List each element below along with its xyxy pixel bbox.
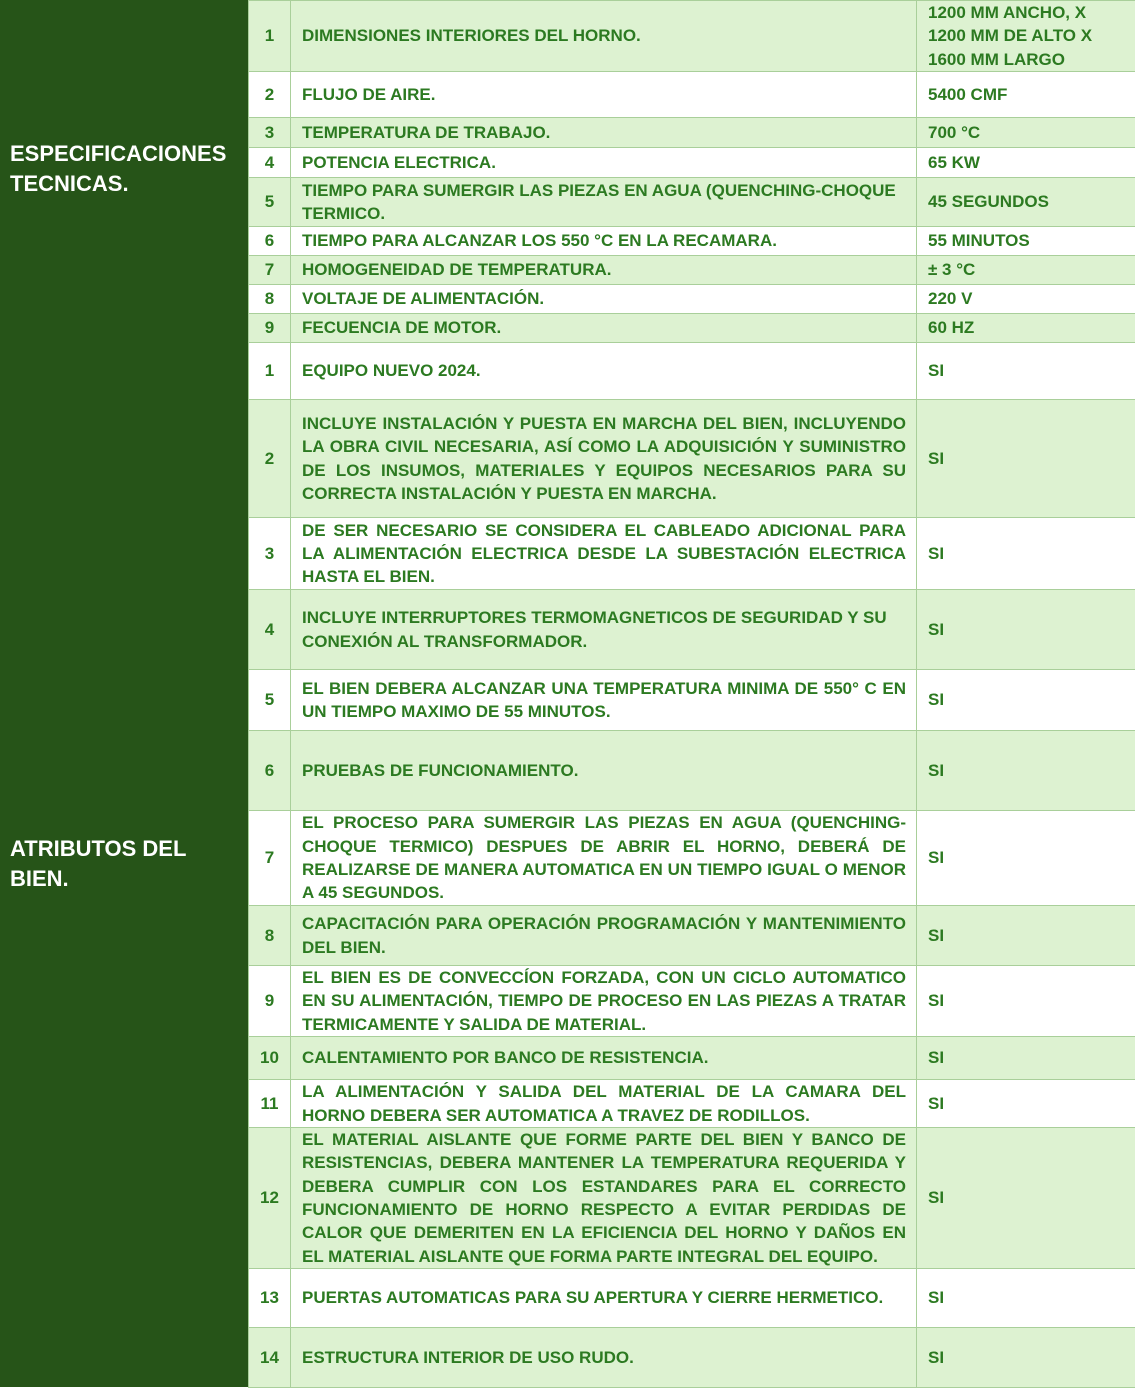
table-row [249, 1037, 1135, 1080]
row-number: 6 [249, 731, 291, 811]
row-value: SI [917, 731, 1135, 811]
row-value: SI [917, 670, 1135, 731]
section-label-especificaciones: ESPECIFICACIONES TECNICAS. [10, 139, 242, 199]
row-description: PUERTAS AUTOMATICAS PARA SU APERTURA Y CIERRE HERMETICO. [291, 1269, 917, 1328]
row-number: 9 [249, 314, 291, 343]
table-row [249, 148, 1135, 178]
table-row [249, 1328, 1135, 1388]
table-row [249, 518, 1135, 590]
table-row [249, 343, 1135, 400]
row-value: SI [917, 518, 1135, 590]
row-value: 5400 CMF [917, 72, 1135, 118]
row-number: 14 [249, 1328, 291, 1388]
row-value: 65 KW [917, 148, 1135, 178]
table-row [249, 1128, 1135, 1269]
row-number: 5 [249, 670, 291, 731]
row-description: EL MATERIAL AISLANTE QUE FORME PARTE DEL BIEN Y BANCO DE RESISTENCIAS, DEBERA MANTENER LA TEMPERATURA REQUERIDA Y DEBERA CUMPLIR CON LOS ESTANDARES PARA EL CORRECTO FUNCIONAMIENTO DE HORNO RESPECTO A EVITAR PERDIDAS DE CALOR QUE DEMERITEN EN LA EFICIENCIA DEL HORNO Y DAÑOS EN EL MATERIAL AISLANTE QUE FORMA PARTE INTEGRAL DEL EQUIPO. [291, 1128, 917, 1269]
row-value: 55 MINUTOS [917, 227, 1135, 256]
row-value: SI [917, 1080, 1135, 1128]
table-row [249, 118, 1135, 148]
row-description: HOMOGENEIDAD DE TEMPERATURA. [291, 256, 917, 285]
row-description: FLUJO DE AIRE. [291, 72, 917, 118]
row-number: 12 [249, 1128, 291, 1269]
row-description: VOLTAJE DE ALIMENTACIÓN. [291, 285, 917, 314]
row-value: SI [917, 1128, 1135, 1269]
row-number: 4 [249, 590, 291, 670]
row-description: ESTRUCTURA INTERIOR DE USO RUDO. [291, 1328, 917, 1388]
table-row [249, 178, 1135, 227]
row-number: 6 [249, 227, 291, 256]
table-row [249, 227, 1135, 256]
row-description: INCLUYE INTERRUPTORES TERMOMAGNETICOS DE SEGURIDAD Y SU CONEXIÓN AL TRANSFORMADOR. [291, 590, 917, 670]
table-row [249, 811, 1135, 906]
table-row [249, 1, 1135, 72]
row-number: 7 [249, 256, 291, 285]
row-description: FECUENCIA DE MOTOR. [291, 314, 917, 343]
row-value: SI [917, 1328, 1135, 1388]
row-number: 7 [249, 811, 291, 906]
row-description: PRUEBAS DE FUNCIONAMIENTO. [291, 731, 917, 811]
table-row [249, 285, 1135, 314]
section-sidebar [0, 0, 248, 1387]
row-number: 2 [249, 72, 291, 118]
table-row [249, 590, 1135, 670]
row-description: TIEMPO PARA SUMERGIR LAS PIEZAS EN AGUA (QUENCHING-CHOQUE TERMICO. [291, 178, 917, 227]
row-number: 11 [249, 1080, 291, 1128]
spec-table [248, 0, 1135, 1388]
row-value: SI [917, 811, 1135, 906]
row-description: EQUIPO NUEVO 2024. [291, 343, 917, 400]
row-value: SI [917, 1269, 1135, 1328]
row-value: ± 3 °C [917, 256, 1135, 285]
row-description: DIMENSIONES INTERIORES DEL HORNO. [291, 1, 917, 72]
table-row [249, 731, 1135, 811]
row-value: 700 °C [917, 118, 1135, 148]
row-description: TEMPERATURA DE TRABAJO. [291, 118, 917, 148]
table-row [249, 314, 1135, 343]
row-number: 13 [249, 1269, 291, 1328]
row-value: SI [917, 1037, 1135, 1080]
row-number: 3 [249, 118, 291, 148]
row-description: CAPACITACIÓN PARA OPERACIÓN PROGRAMACIÓN Y MANTENIMIENTO DEL BIEN. [291, 906, 917, 966]
row-value: SI [917, 906, 1135, 966]
table-row [249, 1080, 1135, 1128]
row-description: INCLUYE INSTALACIÓN Y PUESTA EN MARCHA DEL BIEN, INCLUYENDO LA OBRA CIVIL NECESARIA, ASÍ COMO LA ADQUISICIÓN Y SUMINISTRO DE LOS INSUMOS, MATERIALES Y EQUIPOS NECESARIOS PARA SU CORRECTA INSTALACIÓN Y PUESTA EN MARCHA. [291, 400, 917, 518]
row-value: SI [917, 343, 1135, 400]
row-description: DE SER NECESARIO SE CONSIDERA EL CABLEADO ADICIONAL PARA LA ALIMENTACIÓN ELECTRICA DESDE LA SUBESTACIÓN ELECTRICA HASTA EL BIEN. [291, 518, 917, 590]
row-description: TIEMPO PARA ALCANZAR LOS 550 °C EN LA RECAMARA. [291, 227, 917, 256]
row-value: 60 HZ [917, 314, 1135, 343]
table-row [249, 1269, 1135, 1328]
row-description: CALENTAMIENTO POR BANCO DE RESISTENCIA. [291, 1037, 917, 1080]
row-description: EL BIEN DEBERA ALCANZAR UNA TEMPERATURA MINIMA DE 550° C EN UN TIEMPO MAXIMO DE 55 MINUTOS. [291, 670, 917, 731]
row-value: 1200 MM ANCHO, X 1200 MM DE ALTO X 1600 MM LARGO [917, 1, 1135, 72]
row-value: 220 V [917, 285, 1135, 314]
table-row [249, 670, 1135, 731]
table-row [249, 966, 1135, 1037]
row-value: SI [917, 966, 1135, 1037]
row-number: 9 [249, 966, 291, 1037]
row-number: 2 [249, 400, 291, 518]
section-label-atributos: ATRIBUTOS DEL BIEN. [10, 834, 242, 894]
row-description: LA ALIMENTACIÓN Y SALIDA DEL MATERIAL DE LA CAMARA DEL HORNO DEBERA SER AUTOMATICA A TRAVEZ DE RODILLOS. [291, 1080, 917, 1128]
row-number: 8 [249, 906, 291, 966]
row-description: EL PROCESO PARA SUMERGIR LAS PIEZAS EN AGUA (QUENCHING-CHOQUE TERMICO) DESPUES DE ABRIR EL HORNO, DEBERÁ DE REALIZARSE DE MANERA AUTOMATICA EN UN TIEMPO IGUAL O MENOR A 45 SEGUNDOS. [291, 811, 917, 906]
row-number: 4 [249, 148, 291, 178]
row-description: POTENCIA ELECTRICA. [291, 148, 917, 178]
row-number: 8 [249, 285, 291, 314]
row-number: 3 [249, 518, 291, 590]
row-value: SI [917, 400, 1135, 518]
row-number: 1 [249, 343, 291, 400]
row-number: 5 [249, 178, 291, 227]
table-row [249, 72, 1135, 118]
row-description: EL BIEN ES DE CONVECCÍON FORZADA, CON UN CICLO AUTOMATICO EN SU ALIMENTACIÓN, TIEMPO DE PROCESO EN LAS PIEZAS A TRATAR TERMICAMENTE Y SALIDA DE MATERIAL. [291, 966, 917, 1037]
row-number: 10 [249, 1037, 291, 1080]
table-row [249, 906, 1135, 966]
row-value: SI [917, 590, 1135, 670]
row-number: 1 [249, 1, 291, 72]
table-row [249, 400, 1135, 518]
table-row [249, 256, 1135, 285]
row-value: 45 SEGUNDOS [917, 178, 1135, 227]
